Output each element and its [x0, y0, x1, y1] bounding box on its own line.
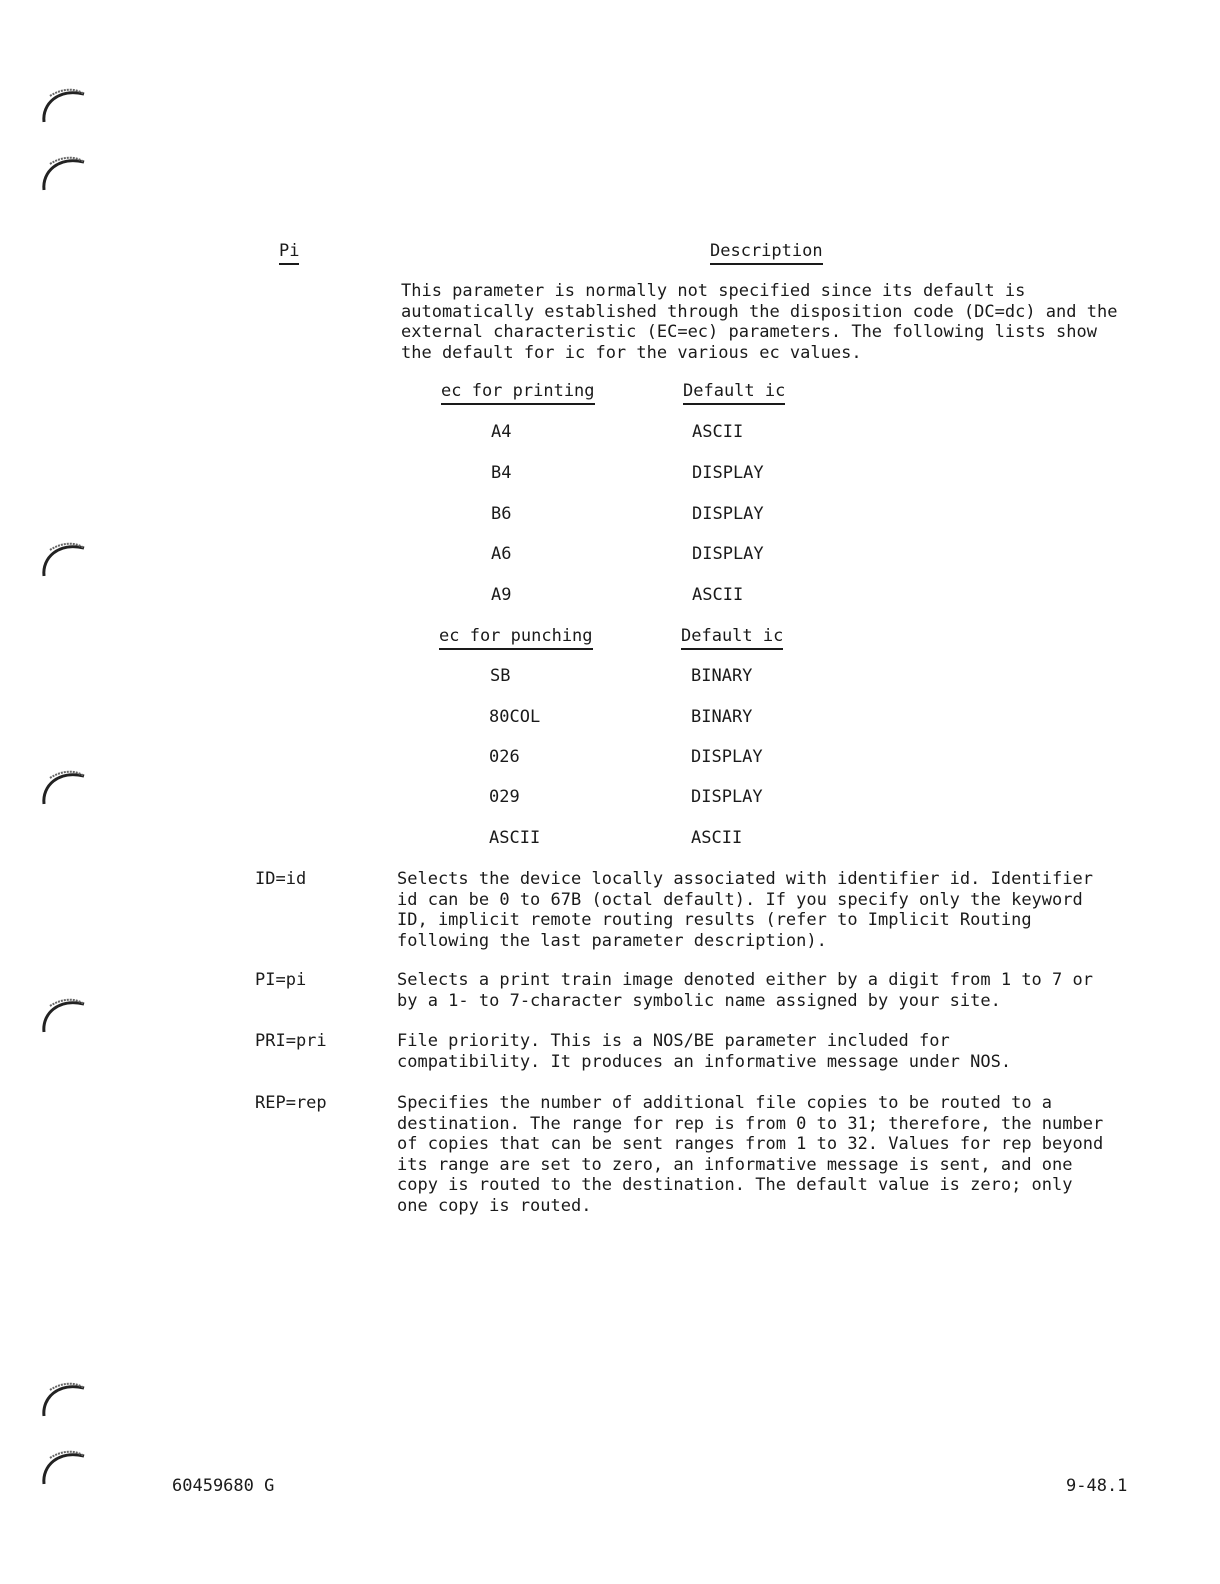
table-cell-ec: 80COL: [489, 707, 541, 727]
table-cell-ec: A4: [491, 422, 512, 442]
text-line: automatically established through the disposition code (DC=dc) and the: [401, 301, 1118, 322]
table-cell-ic: BINARY: [691, 666, 753, 686]
table-cell-ic: ASCII: [692, 585, 744, 605]
ic-description: [401, 281, 1117, 363]
text-line: compatibility. It produces an informative message under NOS.: [397, 1051, 1012, 1072]
table-cell-ec: 029: [489, 787, 520, 807]
table-cell-ic: DISPLAY: [691, 747, 763, 767]
text-line: ID, implicit remote routing results (refer to Implicit Routing: [397, 910, 1032, 930]
table-heading-ec-printing: ec for printing: [441, 381, 595, 405]
binder-hole-icon: [40, 1376, 88, 1420]
table-cell-ec: A6: [491, 544, 512, 564]
table-cell-ic: ASCII: [692, 422, 744, 442]
column-heading-description: Description: [710, 241, 823, 265]
text-line: of copies that can be sent ranges from 1 to 32. Values for rep beyond: [397, 1134, 1104, 1154]
parameter-name: ID=id: [255, 869, 307, 889]
document-number: 60459680 G: [172, 1476, 275, 1496]
text-line: one copy is routed.: [397, 1195, 592, 1216]
table-cell-ec: SB: [490, 666, 511, 686]
binder-hole-icon: [40, 536, 88, 580]
table-cell-ic: DISPLAY: [692, 544, 764, 564]
parameter-description: [397, 970, 1093, 1011]
text-line: id can be 0 to 67B (octal default). If you specify only the keyword: [397, 889, 1083, 910]
parameter-description: [397, 1031, 1011, 1072]
text-line: following the last parameter description).: [397, 930, 827, 951]
table-cell-ec: ASCII: [489, 828, 541, 848]
parameter-name: REP=rep: [255, 1093, 327, 1113]
text-line: Selects a print train image denoted either by a digit from 1 to 7 or: [397, 970, 1093, 990]
parameter-description: [397, 1093, 1103, 1216]
parameter-name: PI=pi: [255, 970, 307, 990]
text-line: by a 1- to 7-character symbolic name assigned by your site.: [397, 990, 1001, 1011]
table-cell-ic: DISPLAY: [692, 504, 764, 524]
text-line: destination. The range for rep is from 0 to 31; therefore, the number: [397, 1113, 1104, 1134]
text-line: File priority. This is a NOS/BE parameter included for: [397, 1031, 950, 1051]
binder-hole-icon: [40, 764, 88, 808]
text-line: Specifies the number of additional file copies to be routed to a: [397, 1093, 1053, 1113]
text-line: the default for ic for the various ec values.: [401, 342, 862, 363]
text-line: copy is routed to the destination. The default value is zero; only: [397, 1175, 1073, 1195]
table-cell-ic: DISPLAY: [692, 463, 764, 483]
text-line: This parameter is normally not specified since its default is: [401, 281, 1026, 301]
column-heading-parameter: Pi: [279, 241, 299, 265]
table-heading-default-ic: Default ic: [683, 381, 785, 405]
parameter-name: PRI=pri: [255, 1031, 327, 1051]
table-cell-ec: A9: [491, 585, 512, 605]
table-cell-ic: DISPLAY: [691, 787, 763, 807]
table-cell-ec: B4: [491, 463, 512, 483]
text-line: Selects the device locally associated with identifier id. Identifier: [397, 869, 1093, 889]
binder-hole-icon: [40, 1444, 88, 1488]
page-number: 9-48.1: [1066, 1476, 1128, 1496]
text-line: external characteristic (EC=ec) parameters. The following lists show: [401, 322, 1097, 342]
binder-hole-icon: [40, 82, 88, 126]
table-heading-ec-punching: ec for punching: [439, 626, 593, 650]
binder-hole-icon: [40, 992, 88, 1036]
table-cell-ic: BINARY: [691, 707, 753, 727]
table-heading-default-ic: Default ic: [681, 626, 783, 650]
parameter-description: [397, 869, 1093, 951]
table-cell-ic: ASCII: [691, 828, 743, 848]
table-cell-ec: 026: [489, 747, 520, 767]
binder-hole-icon: [40, 150, 88, 194]
table-cell-ec: B6: [491, 504, 512, 524]
text-line: its range are set to zero, an informative message is sent, and one: [397, 1154, 1073, 1175]
